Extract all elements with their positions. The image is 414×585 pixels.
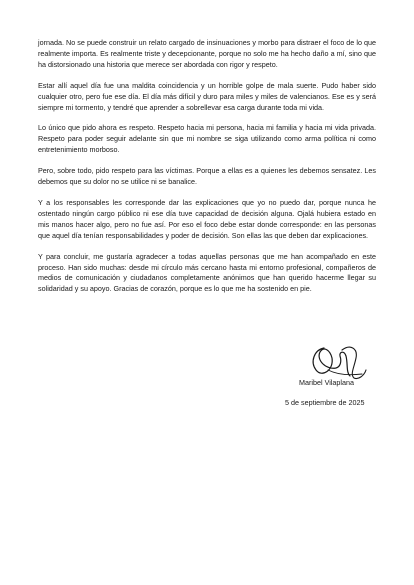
handwritten-signature-icon xyxy=(306,340,368,380)
paragraph-3: Lo único que pido ahora es respeto. Respeto hacia mi persona, hacia mi familia y hacia mi vida privada. Respeto para poder seguir adelante sin que mi nombre se siga utilizando como arma política ni como entretenimiento morboso. xyxy=(38,123,376,155)
paragraph-6: Y para concluir, me gustaría agradecer a todas aquellas personas que me han acompañado en este proceso. Han sido muchas: desde mi círculo más cercano hasta mi entorno profesional, compañeros de medios de comunicación y ciudadanos completamente anónimos que han querido hacerme llegar su solidaridad y su apoyo. Gracias de corazón, porque es lo que me ha sostenido en pie. xyxy=(38,251,376,294)
signer-name: Maribel Vilaplana xyxy=(299,378,355,387)
letter-date: 5 de septiembre de 2025 xyxy=(285,398,365,407)
paragraph-4: Pero, sobre todo, pido respeto para las víctimas. Porque a ellas es a quienes les debemos sensatez. Les debemos que su dolor no se utilice ni se banalice. xyxy=(38,166,376,187)
paragraph-1: jornada. No se puede construir un relato cargado de insinuaciones y morbo para distraer el foco de lo que realmente importa. Es realmente triste y decepcionante, porque no solo me ha hecho daño a mí, sino que ha distorsionado una historia que merece ser abordada con rigor y respeto. xyxy=(38,38,376,69)
paragraph-2: Estar allí aquel día fue una maldita coincidencia y un horrible golpe de mala suerte. Pudo haber sido cualquier otro, pero fue ese día. El día más difícil y duro para miles y miles de valencianos. Ese es y será siempre mi tormento, y tendré que aprender a sobrellevar esa carga durante toda mi vida. xyxy=(38,80,376,112)
paragraph-5: Y a los responsables les corresponde dar las explicaciones que yo no puedo dar, porque nunca he ostentado ningún cargo público ni ese día tuve capacidad de decisión alguna. Ojalá hubiera estado en mis manos hacer algo, pero no fue así. Por eso el foco debe estar donde corresponde: en las personas que aquel día tenían responsabilidades y poder de decisión. Son ellas las que deben dar explicaciones. xyxy=(38,197,376,240)
letter-body xyxy=(38,38,376,305)
